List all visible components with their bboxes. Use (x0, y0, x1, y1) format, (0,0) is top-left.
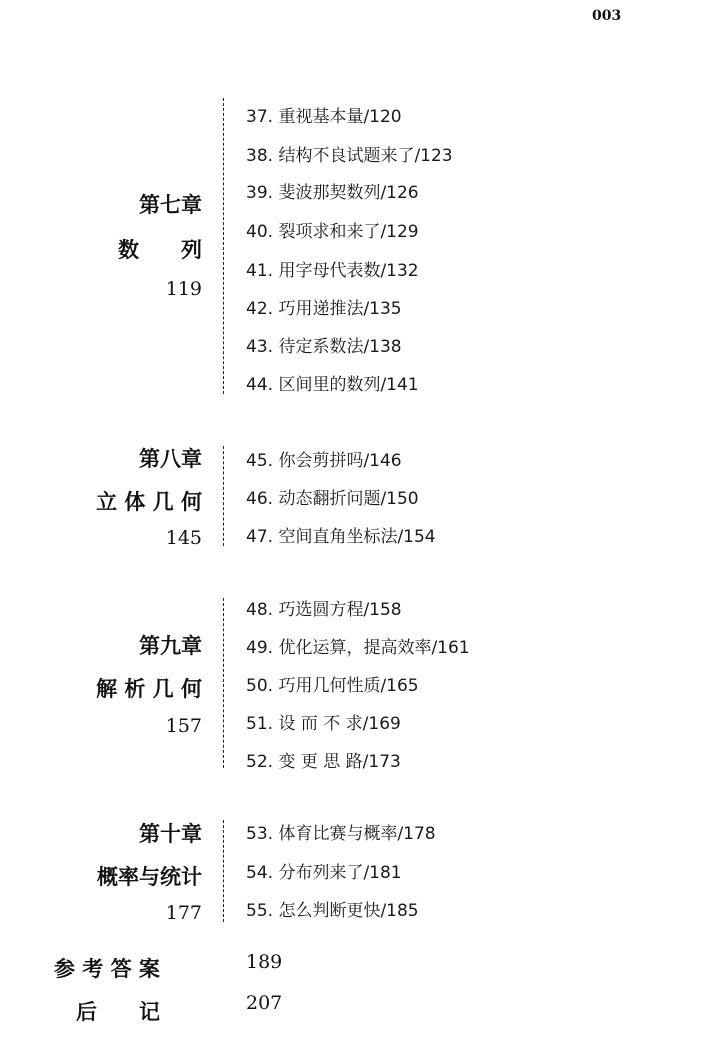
page-number: 003 (592, 8, 622, 24)
toc-entry[interactable]: 38. 结构不良试题来了/123 (246, 146, 453, 166)
chapter-start-page: 119 (165, 278, 202, 300)
chapter-label: 第十章 (139, 821, 202, 846)
toc-entry[interactable]: 44. 区间里的数列/141 (246, 375, 419, 395)
chapter-label: 第八章 (139, 446, 202, 471)
toc-entry[interactable]: 46. 动态翻折问题/150 (246, 489, 419, 509)
chapter-label: 第七章 (139, 192, 202, 217)
toc-entry[interactable]: 48. 巧选圆方程/158 (246, 600, 402, 620)
chapter-name: 概率与统计 (97, 864, 202, 889)
toc-entry[interactable]: 50. 巧用几何性质/165 (246, 676, 419, 696)
toc-entry[interactable]: 47. 空间直角坐标法/154 (246, 527, 436, 547)
chapter-divider (223, 820, 224, 922)
backmatter-label: 后 记 (76, 999, 160, 1024)
chapter-start-page: 177 (165, 902, 202, 924)
toc-entry[interactable]: 52. 变 更 思 路/173 (246, 752, 401, 772)
toc-entry[interactable]: 42. 巧用递推法/135 (246, 299, 402, 319)
backmatter-page[interactable]: 207 (246, 992, 283, 1014)
toc-entry[interactable]: 39. 斐波那契数列/126 (246, 183, 419, 203)
chapter-name: 数 列 (118, 237, 202, 262)
chapter-divider (223, 598, 224, 768)
toc-entry[interactable]: 55. 怎么判断更快/185 (246, 901, 419, 921)
toc-entry[interactable]: 51. 设 而 不 求/169 (246, 714, 401, 734)
toc-entry[interactable]: 49. 优化运算，提高效率/161 (246, 638, 470, 658)
toc-entry[interactable]: 41. 用字母代表数/132 (246, 261, 419, 281)
toc-entry[interactable]: 40. 裂项求和来了/129 (246, 222, 419, 242)
chapter-name: 解 析 几 何 (96, 676, 202, 701)
chapter-divider (223, 446, 224, 546)
toc-entry[interactable]: 54. 分布列来了/181 (246, 863, 402, 883)
backmatter-page[interactable]: 189 (246, 951, 283, 973)
backmatter-label: 参 考 答 案 (54, 956, 160, 981)
toc-entry[interactable]: 37. 重视基本量/120 (246, 107, 402, 127)
chapter-label: 第九章 (139, 633, 202, 658)
toc-entry[interactable]: 43. 待定系数法/138 (246, 337, 402, 357)
chapter-start-page: 145 (165, 527, 202, 549)
chapter-divider (223, 98, 224, 394)
toc-entry[interactable]: 45. 你会剪拼吗/146 (246, 451, 402, 471)
toc-entry[interactable]: 53. 体育比赛与概率/178 (246, 824, 436, 844)
chapter-start-page: 157 (165, 715, 202, 737)
chapter-name: 立 体 几 何 (96, 489, 202, 514)
